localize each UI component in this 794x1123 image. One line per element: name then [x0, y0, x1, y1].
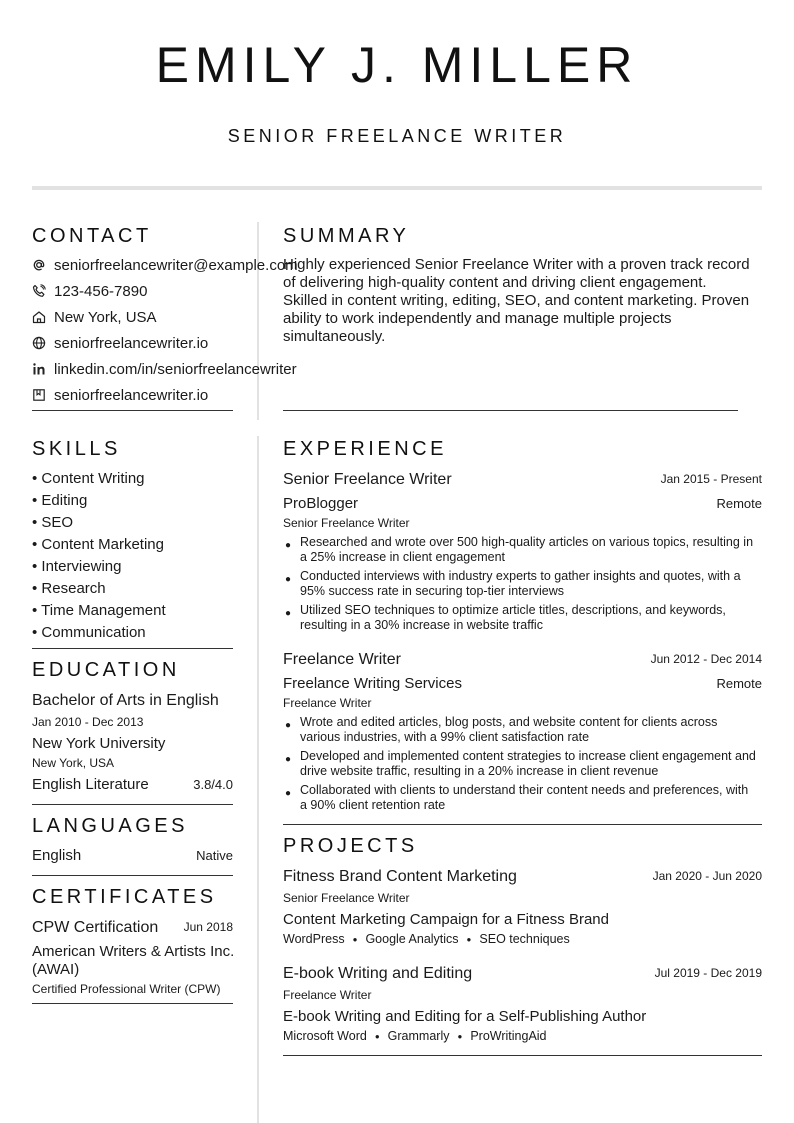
contact-phone-text: 123-456-7890	[54, 282, 148, 300]
phone-icon	[32, 284, 46, 298]
summary-divider	[283, 410, 738, 411]
project-title: E-book Writing and Editing	[283, 965, 473, 982]
languages-heading: LANGUAGES	[32, 815, 188, 837]
certificates-divider	[32, 1003, 233, 1004]
contact-heading: CONTACT	[32, 225, 152, 247]
candidate-title: SENIOR FREELANCE WRITER	[227, 126, 567, 146]
project-role: Freelance Writer	[283, 988, 372, 1002]
linkedin-icon	[32, 362, 46, 376]
language-level: Native	[196, 848, 233, 863]
bookmark-icon	[32, 388, 46, 402]
job-company: Freelance Writing Services	[283, 675, 462, 692]
globe-icon	[32, 336, 46, 350]
skills-divider	[32, 648, 233, 649]
summary-heading: SUMMARY	[283, 225, 410, 247]
skill-item: • Content Marketing	[32, 536, 164, 553]
skill-item: • Time Management	[32, 602, 166, 619]
languages-divider	[32, 875, 233, 876]
project-tool: SEO techniques	[479, 932, 570, 946]
job-title: Freelance Writer	[283, 651, 401, 668]
column-divider-bottom	[257, 436, 259, 1123]
language-name: English	[32, 847, 82, 864]
skills-heading: SKILLS	[32, 438, 121, 460]
job-bullet: ● Researched and wrote over 500 high-quality articles on various topics, resulting in a 25% increase in client engagement	[285, 535, 754, 564]
contact-email-text: seniorfreelancewriter@example.com	[54, 256, 298, 274]
project-dates: Jul 2019 - Dec 2019	[654, 966, 762, 980]
education-location: New York, USA	[32, 756, 115, 770]
projects-heading: PROJECTS	[283, 835, 418, 857]
project-role: Senior Freelance Writer	[283, 891, 410, 905]
contact-location-text: New York, USA	[54, 308, 157, 326]
education-heading: EDUCATION	[32, 659, 180, 681]
job-location: Remote	[716, 496, 762, 511]
column-divider-top	[257, 222, 259, 420]
project-tool: WordPress	[283, 932, 345, 946]
job-title: Senior Freelance Writer	[283, 471, 452, 488]
contact-divider	[32, 410, 233, 411]
project-tool: Google Analytics	[365, 932, 459, 946]
skill-item: • Content Writing	[32, 470, 145, 487]
job-role: Senior Freelance Writer	[283, 516, 410, 530]
job-bullet: ● Conducted interviews with industry experts to gather insights and quotes, with a 95% success rate in securing top-tier interviews	[285, 569, 741, 598]
project-title: Fitness Brand Content Marketing	[283, 868, 517, 885]
job-role: Freelance Writer	[283, 696, 372, 710]
certificate-issuer: American Writers & Artists Inc. (AWAI)	[32, 943, 235, 978]
project-tool: ProWritingAid	[470, 1029, 547, 1043]
experience-divider	[283, 824, 762, 825]
contact-portfolio-text: seniorfreelancewriter.io	[54, 386, 209, 404]
project-subtitle: E-book Writing and Editing for a Self-Publishing Author	[283, 1008, 647, 1025]
skill-item: • Research	[32, 580, 106, 597]
project-tools: Microsoft Word ● Grammarly ● ProWritingAid	[283, 1029, 547, 1043]
summary-text: Highly experienced Senior Freelance Writer with a proven track record of delivering high-quality content and driving client engagement. Skilled in content writing, editing, SEO, and content marketing. Proven ability to work independently and manage multiple projects simultaneously.	[283, 256, 750, 345]
skill-item: • SEO	[32, 514, 74, 531]
project-tools: WordPress ● Google Analytics ● SEO techniques	[283, 932, 570, 946]
contact-website[interactable]	[32, 332, 208, 354]
education-divider	[32, 804, 233, 805]
skill-item: • Communication	[32, 624, 146, 641]
contact-location	[32, 306, 157, 328]
contact-phone[interactable]	[32, 280, 147, 302]
job-bullet: ● Utilized SEO techniques to optimize article titles, descriptions, and keywords, resulting in a 30% increase in website traffic	[285, 603, 726, 632]
project-dates: Jan 2020 - Jun 2020	[652, 869, 762, 883]
certificate-full-name: Certified Professional Writer (CPW)	[32, 982, 221, 996]
job-bullet: ● Collaborated with clients to understand their content needs and preferences, with a 90% client retention rate	[285, 783, 749, 812]
home-icon	[32, 310, 46, 324]
education-field: English Literature	[32, 776, 149, 793]
project-tool: Grammarly	[387, 1029, 450, 1043]
job-company: ProBlogger	[283, 495, 359, 512]
contact-linkedin-text: linkedin.com/in/seniorfreelancewriter	[54, 360, 297, 378]
skill-item: • Interviewing	[32, 558, 122, 575]
education-gpa: 3.8/4.0	[193, 777, 233, 792]
education-degree: Bachelor of Arts in English	[32, 692, 219, 709]
experience-heading: EXPERIENCE	[283, 438, 447, 460]
at-sign-icon	[32, 258, 46, 272]
education-school: New York University	[32, 735, 166, 752]
job-location: Remote	[716, 676, 762, 691]
projects-divider	[283, 1055, 762, 1056]
job-bullet: ● Wrote and edited articles, blog posts, and website content for clients across various industries, with a 99% client satisfaction rate	[285, 715, 718, 744]
education-dates: Jan 2010 - Dec 2013	[32, 715, 144, 729]
job-dates: Jun 2012 - Dec 2014	[650, 652, 762, 666]
certificate-date: Jun 2018	[183, 920, 233, 934]
certificates-heading: CERTIFICATES	[32, 886, 217, 908]
job-bullet: ● Developed and implemented content strategies to increase client engagement and drive website traffic, resulting in a 20% increase in client revenue	[285, 749, 756, 778]
contact-portfolio[interactable]	[32, 384, 208, 406]
job-dates: Jan 2015 - Present	[660, 472, 762, 486]
contact-email[interactable]	[32, 254, 298, 276]
contact-website-text: seniorfreelancewriter.io	[54, 334, 209, 352]
skill-item: • Editing	[32, 492, 88, 509]
project-tool: Microsoft Word	[283, 1029, 367, 1043]
header-divider	[32, 186, 762, 190]
project-subtitle: Content Marketing Campaign for a Fitness Brand	[283, 911, 609, 928]
certificate-name: CPW Certification	[32, 919, 159, 936]
contact-linkedin[interactable]	[32, 358, 297, 380]
candidate-name: EMILY J. MILLER	[155, 37, 639, 93]
